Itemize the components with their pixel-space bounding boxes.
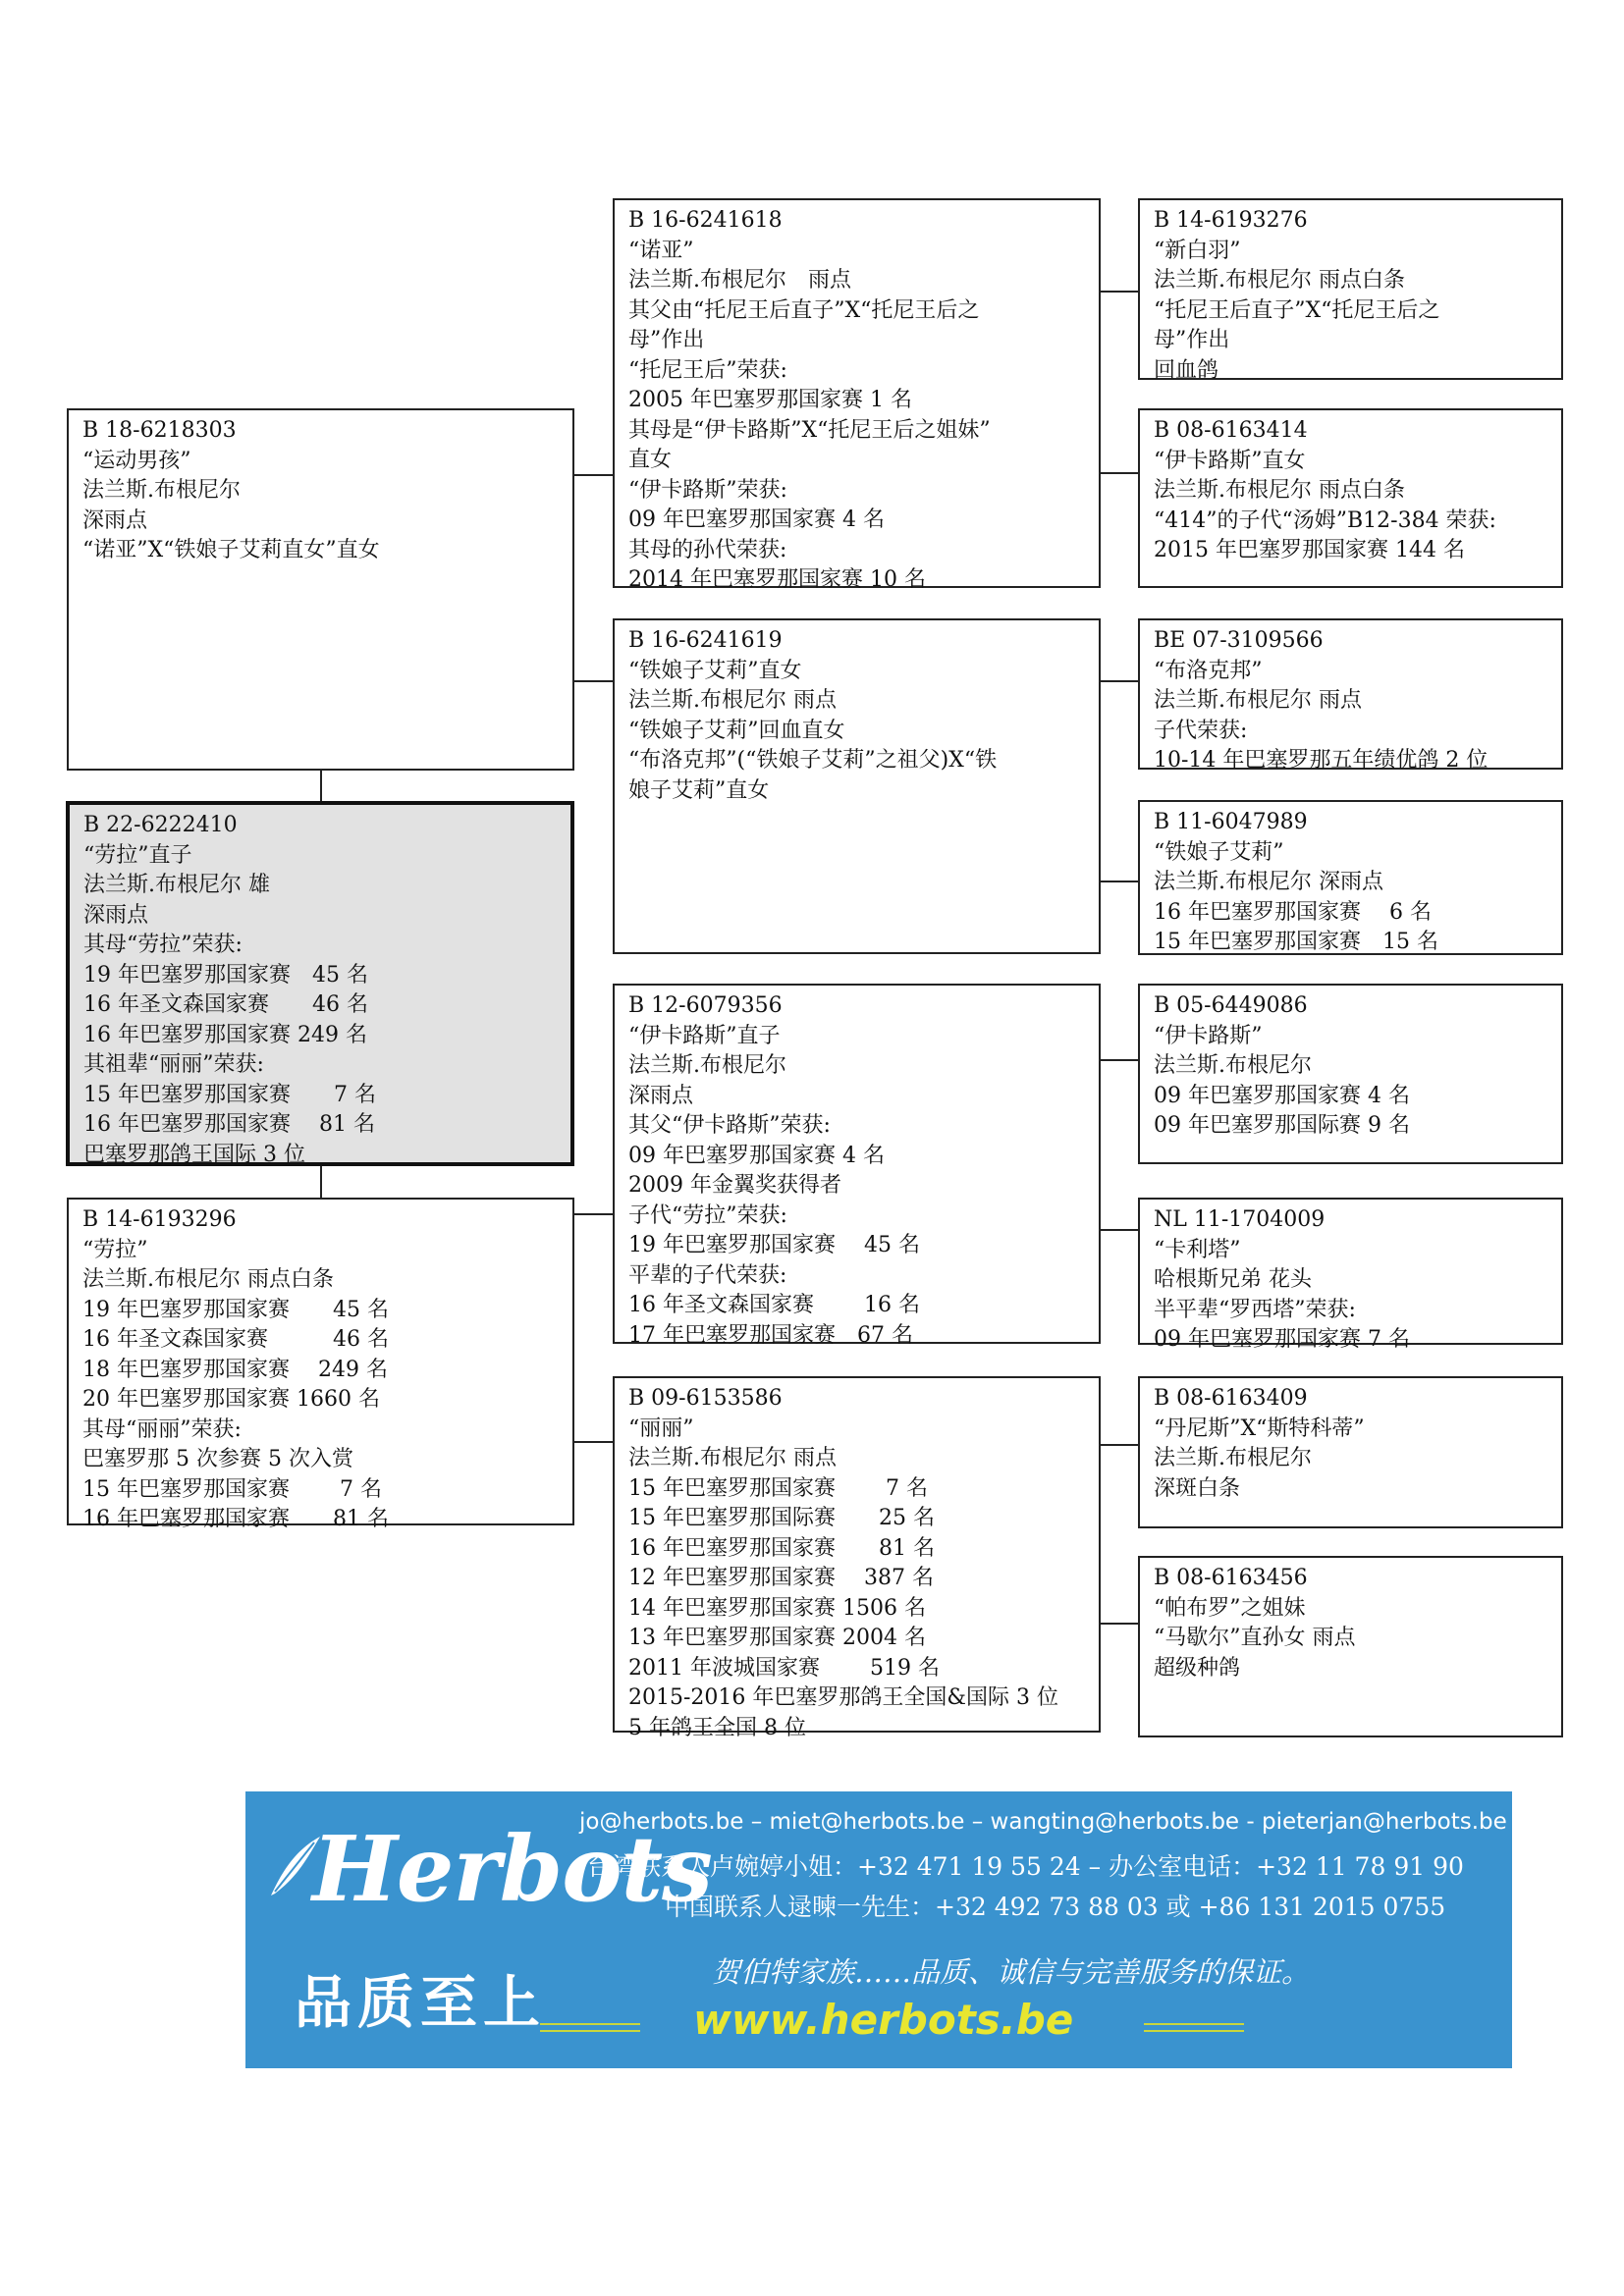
dam-sire-card bbox=[613, 984, 1101, 1348]
dam-dam-dam-card bbox=[1138, 1556, 1563, 1737]
pedigree-line: 19 年巴塞罗那国家赛 45 名 bbox=[628, 1233, 920, 1257]
tagline: 品质至上 bbox=[295, 1969, 547, 2036]
ring-number: B 08-6163414 bbox=[1154, 418, 1308, 443]
ring-number: BE 07-3109566 bbox=[1154, 628, 1324, 653]
contact-banner bbox=[245, 1791, 1512, 2068]
taiwan-contact: 台湾联系人卢婉婷小姐：+32 471 19 55 24 – 办公室电话：+32 11 78 91 90 bbox=[587, 1852, 1464, 1881]
pedigree-line: 2009 年金翼奖获得者 bbox=[628, 1173, 841, 1198]
pedigree-line: 09 年巴塞罗那国际赛 9 名 bbox=[1154, 1113, 1410, 1138]
pedigree-line: 16 年圣文森国家赛 46 名 bbox=[82, 1327, 389, 1352]
pedigree-line: 16 年巴塞罗那国家赛 81 名 bbox=[82, 1507, 389, 1531]
pedigree-line: 09 年巴塞罗那国家赛 4 名 bbox=[1154, 1083, 1410, 1108]
pedigree-line: “414”的子代“汤姆”B12-384 荣获: bbox=[1154, 507, 1496, 533]
connector-dam-to-dd bbox=[573, 1441, 614, 1443]
pedigree-line: 其母的孙代荣获: bbox=[628, 537, 787, 562]
pedigree-line: 超级种鸽 bbox=[1154, 1655, 1241, 1681]
pedigree-line: 其祖辈“丽丽”荣获: bbox=[83, 1052, 264, 1077]
ring-number: B 11-6047989 bbox=[1154, 810, 1308, 834]
pedigree-line: “诺亚” bbox=[628, 238, 694, 263]
dam-sire-sire-card bbox=[1138, 984, 1563, 1164]
connector-sd-to-sdd bbox=[1100, 881, 1139, 882]
pedigree-line: 其父由“托尼王后直子”X“托尼王后之 bbox=[628, 297, 980, 323]
ring-number: B 22-6222410 bbox=[83, 813, 238, 837]
pedigree-line: “运动男孩” bbox=[82, 448, 191, 473]
pedigree-line: 16 年巴塞罗那国家赛 81 名 bbox=[628, 1535, 935, 1561]
ring-number: NL 11-1704009 bbox=[1154, 1207, 1326, 1232]
connector-dam-to-ds bbox=[573, 1213, 614, 1215]
pedigree-line: 20 年巴塞罗那国家赛 1660 名 bbox=[82, 1387, 380, 1412]
ring-number: B 12-6079356 bbox=[628, 993, 783, 1018]
pedigree-line: 深雨点 bbox=[628, 1083, 694, 1108]
dam-dam-card bbox=[613, 1376, 1101, 1740]
pedigree-line: 19 年巴塞罗那国家赛 45 名 bbox=[82, 1297, 389, 1322]
pedigree-line: 2015 年巴塞罗那国家赛 144 名 bbox=[1154, 538, 1465, 562]
pedigree-line: 深雨点 bbox=[82, 507, 148, 533]
pedigree-line: 半平辈“罗西塔”荣获: bbox=[1154, 1297, 1356, 1322]
pedigree-line: “丹尼斯”X“斯特科蒂” bbox=[1154, 1415, 1365, 1441]
pedigree-line: 其母是“伊卡路斯”X“托尼王后之姐妹” bbox=[628, 417, 991, 443]
pedigree-line: 法兰斯.布根尼尔 雨点白条 bbox=[82, 1267, 334, 1292]
ring-number: B 14-6193276 bbox=[1154, 208, 1308, 233]
pedigree-line: 娘子艾莉”直女 bbox=[628, 777, 770, 803]
pedigree-line: 母”作出 bbox=[1154, 328, 1230, 352]
sire-dam-dam-card bbox=[1138, 800, 1563, 955]
ring-number: B 16-6241619 bbox=[628, 628, 783, 653]
connector-ss-to-ssd bbox=[1100, 472, 1139, 474]
pedigree-line: 18 年巴塞罗那国家赛 249 名 bbox=[82, 1357, 388, 1382]
pedigree-line: 14 年巴塞罗那国家赛 1506 名 bbox=[628, 1595, 926, 1621]
pedigree-line: 法兰斯.布根尼尔 雨点白条 bbox=[1154, 268, 1405, 293]
pedigree-line: “帕布罗”之姐妹 bbox=[1154, 1595, 1306, 1621]
pedigree-line: 19 年巴塞罗那国家赛 45 名 bbox=[83, 962, 368, 988]
pedigree-line: “布洛克邦”(“铁娘子艾莉”之祖父)X“铁 bbox=[628, 748, 998, 773]
pedigree-line: 回血鸽 bbox=[1154, 357, 1219, 383]
pedigree-line: 哈根斯兄弟 花头 bbox=[1154, 1267, 1312, 1292]
pedigree-line: 2005 年巴塞罗那国家赛 1 名 bbox=[628, 388, 912, 412]
sire-card bbox=[67, 408, 574, 771]
website-link[interactable]: www.herbots.be bbox=[693, 1996, 1074, 2044]
sire-dam-sire-card bbox=[1138, 618, 1563, 773]
dam-card bbox=[67, 1198, 574, 1531]
pedigree-line: “铁娘子艾莉” bbox=[1154, 839, 1284, 865]
connector-ss-to-sss bbox=[1100, 291, 1139, 293]
pedigree-line: 深斑白条 bbox=[1154, 1475, 1241, 1501]
connector-sire-to-sd bbox=[573, 680, 614, 682]
pedigree-line: 16 年巴塞罗那国家赛 249 名 bbox=[83, 1022, 367, 1047]
pedigree-line: 16 年圣文森国家赛 46 名 bbox=[83, 992, 368, 1017]
pedigree-line: 15 年巴塞罗那国家赛 15 名 bbox=[1154, 930, 1438, 954]
pedigree-line: 5 年鸽王全国 8 位 bbox=[628, 1715, 806, 1740]
pedigree-line: 法兰斯.布根尼尔 bbox=[1154, 1446, 1312, 1470]
pedigree-line: 2011 年波城国家赛 519 名 bbox=[628, 1655, 940, 1681]
pedigree-line: 其父“伊卡路斯”荣获: bbox=[628, 1113, 831, 1138]
connector-dd-to-ddd bbox=[1100, 1623, 1139, 1625]
china-contact: 中国联系人逯暕一先生：+32 492 73 88 03 或 +86 131 2015 0755 bbox=[665, 1893, 1446, 1921]
pedigree-line: 09 年巴塞罗那国家赛 4 名 bbox=[628, 1143, 885, 1168]
connector-ds-to-dss bbox=[1100, 1059, 1139, 1061]
connector-sd-to-sds bbox=[1100, 680, 1139, 682]
pedigree-line: 深雨点 bbox=[83, 902, 149, 928]
slogan: 贺伯特家族……品质、诚信与完善服务的保证。 bbox=[712, 1955, 1311, 1989]
logo-wordmark: Herbots bbox=[312, 1816, 712, 1922]
decorative-lines-right bbox=[1144, 2023, 1244, 2032]
pedigree-line: 16 年圣文森国家赛 16 名 bbox=[628, 1293, 920, 1317]
pedigree-line: 法兰斯.布根尼尔 bbox=[82, 478, 241, 503]
ring-number: B 18-6218303 bbox=[82, 418, 237, 443]
pedigree-line: 15 年巴塞罗那国家赛 7 名 bbox=[628, 1475, 928, 1501]
connector-sire-subject bbox=[320, 771, 322, 801]
pedigree-line: “伊卡路斯”直子 bbox=[628, 1023, 781, 1048]
pedigree-line: “铁娘子艾莉”回血直女 bbox=[628, 718, 845, 743]
ring-number: B 09-6153586 bbox=[628, 1386, 783, 1411]
pedigree-line: 15 年巴塞罗那国际赛 25 名 bbox=[628, 1506, 935, 1530]
ring-number: B 08-6163409 bbox=[1154, 1386, 1308, 1411]
pedigree-line: “伊卡路斯”直女 bbox=[1154, 448, 1306, 473]
pedigree-line: “铁娘子艾莉”直女 bbox=[628, 658, 802, 683]
pedigree-line: 其母“劳拉”荣获: bbox=[83, 933, 243, 957]
connector-dd-to-dds bbox=[1100, 1444, 1139, 1446]
pedigree-line: 巴塞罗那鸽王国际 3 位 bbox=[83, 1142, 305, 1167]
dam-sire-dam-card bbox=[1138, 1198, 1563, 1352]
pedigree-line: 平辈的子代荣获: bbox=[628, 1262, 787, 1288]
pedigree-line: 法兰斯.布根尼尔 bbox=[1154, 1053, 1312, 1078]
pedigree-line: 直女 bbox=[628, 448, 673, 472]
pedigree-line: “丽丽” bbox=[628, 1415, 694, 1441]
pedigree-line: 16 年巴塞罗那国家赛 81 名 bbox=[83, 1112, 375, 1137]
pedigree-line: “伊卡路斯”荣获: bbox=[628, 477, 787, 503]
pedigree-line: 16 年巴塞罗那国家赛 6 名 bbox=[1154, 899, 1432, 925]
pedigree-line: “诺亚”X“铁娘子艾莉直女”直女 bbox=[82, 538, 380, 562]
sire-sire-sire-card bbox=[1138, 198, 1563, 383]
pedigree-line: 法兰斯.布根尼尔 深雨点 bbox=[1154, 870, 1383, 894]
pedigree-line: 09 年巴塞罗那国家赛 7 名 bbox=[1154, 1327, 1410, 1352]
pedigree-line: 子代“劳拉”荣获: bbox=[628, 1202, 787, 1228]
pedigree-line: “劳拉”直子 bbox=[83, 842, 192, 868]
connector-subject-dam bbox=[320, 1166, 322, 1198]
pedigree-line: 法兰斯.布根尼尔 雨点白条 bbox=[1154, 478, 1405, 503]
pedigree-line: “伊卡路斯” bbox=[1154, 1023, 1263, 1048]
email-list[interactable]: jo@herbots.be – miet@herbots.be – wangting@herbots.be - pieterjan@herbots.be bbox=[579, 1809, 1507, 1835]
pedigree-line: 其母“丽丽”荣获: bbox=[82, 1416, 242, 1442]
ring-number: B 14-6193296 bbox=[82, 1207, 237, 1232]
sire-sire-dam-card bbox=[1138, 408, 1563, 588]
sire-sire-card bbox=[613, 198, 1101, 592]
pedigree-line: 2014 年巴塞罗那国家赛 10 名 bbox=[628, 567, 926, 592]
pedigree-line: 09 年巴塞罗那国家赛 4 名 bbox=[628, 507, 885, 532]
pedigree-line: 法兰斯.布根尼尔 雨点 bbox=[628, 688, 837, 713]
pedigree-line: 12 年巴塞罗那国家赛 387 名 bbox=[628, 1566, 934, 1590]
pedigree-line: “托尼王后”荣获: bbox=[628, 357, 787, 383]
pedigree-line: “托尼王后直子”X“托尼王后之 bbox=[1154, 297, 1440, 323]
pedigree-line: 子代荣获: bbox=[1154, 718, 1248, 743]
pedigree-line: 法兰斯.布根尼尔 雨点 bbox=[628, 1446, 837, 1470]
pedigree-line: “布洛克邦” bbox=[1154, 658, 1263, 683]
dam-dam-sire-card bbox=[1138, 1376, 1563, 1528]
pedigree-line: 10-14 年巴塞罗那五年绩优鸽 2 位 bbox=[1154, 748, 1489, 773]
pedigree-line: “新白羽” bbox=[1154, 238, 1241, 263]
pedigree-line: 法兰斯.布根尼尔 雄 bbox=[83, 873, 270, 897]
pedigree-line: 巴塞罗那 5 次参赛 5 次入赏 bbox=[82, 1447, 353, 1471]
decorative-lines-left bbox=[540, 2023, 640, 2032]
connector-sire-to-ss bbox=[573, 474, 614, 476]
pedigree-line: 2015-2016 年巴塞罗那鸽王全国&国际 3 位 bbox=[628, 1685, 1058, 1710]
sire-dam-card bbox=[613, 618, 1101, 954]
ring-number: B 16-6241618 bbox=[628, 208, 783, 233]
pedigree-line: 13 年巴塞罗那国家赛 2004 名 bbox=[628, 1626, 926, 1650]
ring-number: B 08-6163456 bbox=[1154, 1566, 1308, 1590]
pedigree-line: 法兰斯.布根尼尔 bbox=[628, 1053, 786, 1078]
pedigree-line: 法兰斯.布根尼尔 雨点 bbox=[1154, 688, 1362, 713]
pedigree-line: “卡利塔” bbox=[1154, 1237, 1241, 1262]
pedigree-line: 15 年巴塞罗那国家赛 7 名 bbox=[83, 1082, 376, 1107]
pedigree-line: “马歇尔”直孙女 雨点 bbox=[1154, 1626, 1356, 1650]
subject-card bbox=[66, 801, 574, 1166]
ring-number: B 05-6449086 bbox=[1154, 993, 1308, 1018]
pedigree-line: 母”作出 bbox=[628, 328, 705, 352]
pedigree-line: 15 年巴塞罗那国家赛 7 名 bbox=[82, 1476, 382, 1502]
connector-ds-to-dsd bbox=[1100, 1229, 1139, 1231]
pedigree-line: “劳拉” bbox=[82, 1237, 148, 1262]
pedigree-line: 17 年巴塞罗那国家赛 67 名 bbox=[628, 1322, 913, 1348]
pedigree-line: 法兰斯.布根尼尔 雨点 bbox=[628, 268, 851, 293]
